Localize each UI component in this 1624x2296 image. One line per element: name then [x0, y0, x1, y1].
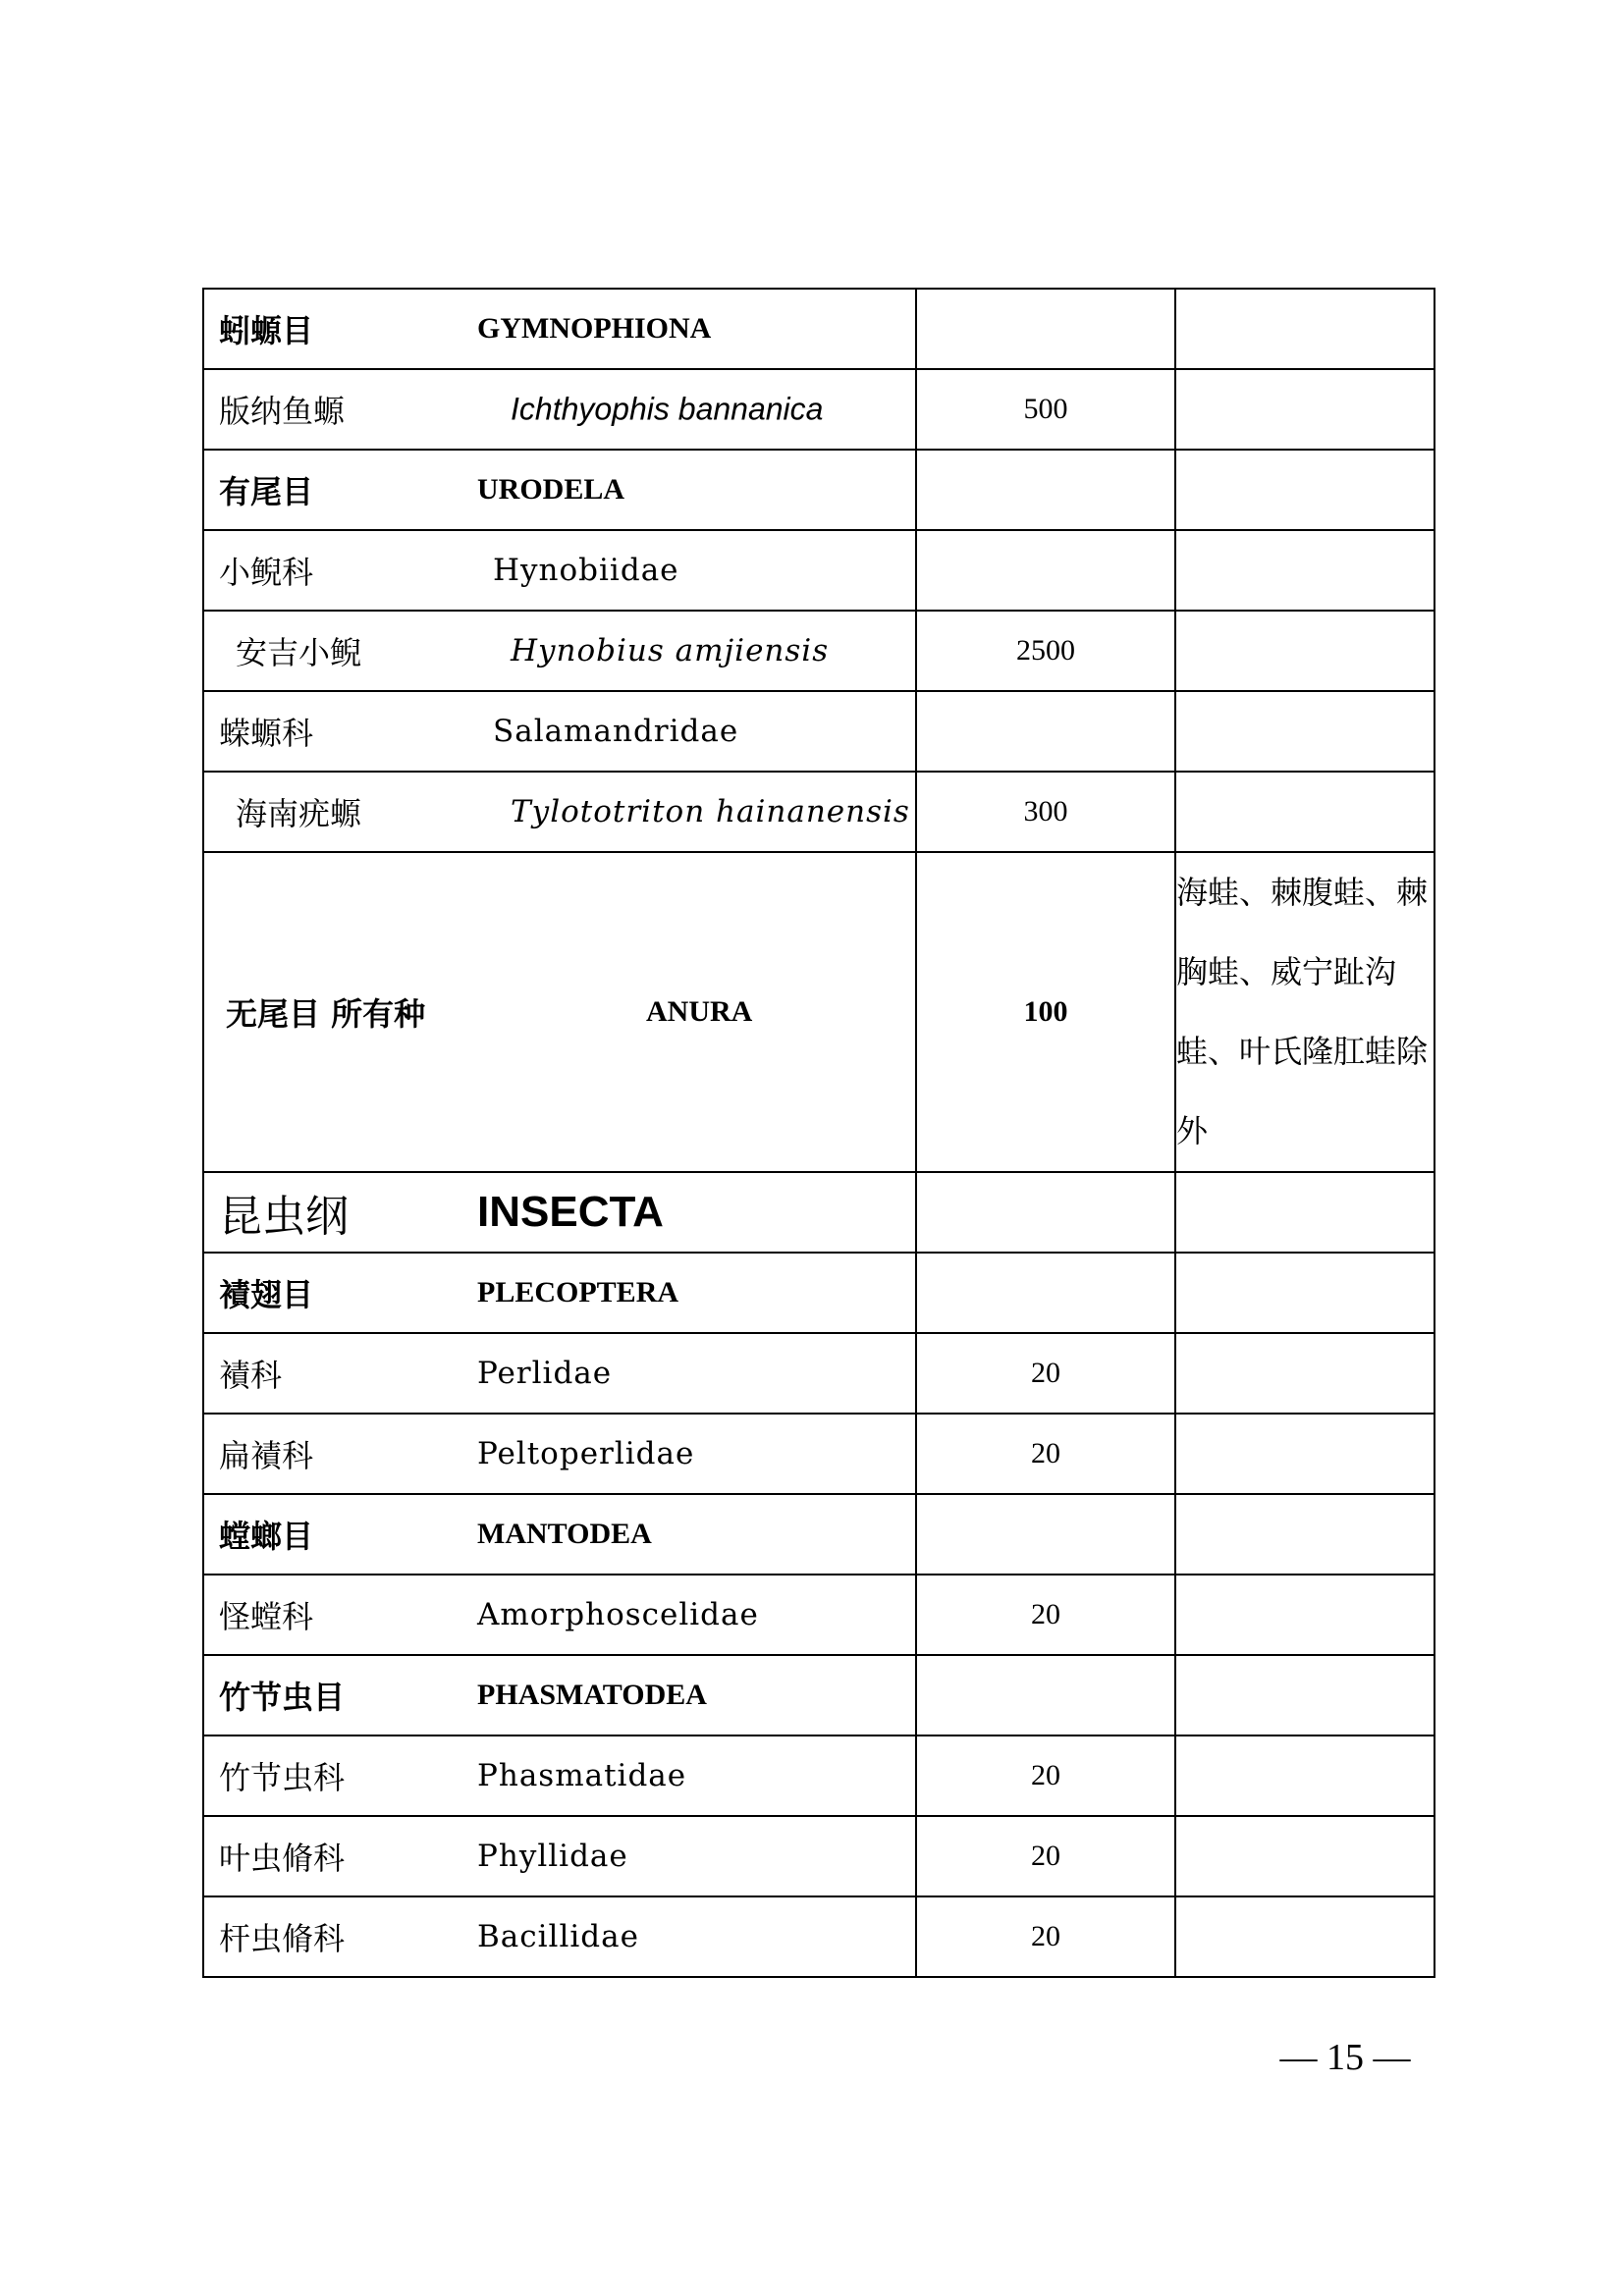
name-cell [203, 611, 916, 691]
value-cell: 20 [916, 1735, 1175, 1816]
scientific-name: GYMNOPHIONA [477, 312, 712, 345]
chinese-name: 杆虫脩科 [219, 1920, 346, 1957]
chinese-name: 襀翅目 [219, 1276, 314, 1313]
value-cell: 20 [916, 1896, 1175, 1977]
value-cell: 300 [916, 772, 1175, 852]
chinese-name: 安吉小鲵 [236, 634, 362, 671]
value-cell: 20 [916, 1333, 1175, 1414]
table-row [203, 691, 1435, 772]
scientific-name: PLECOPTERA [477, 1276, 679, 1308]
name-cell [203, 1575, 916, 1655]
name-cell [203, 1816, 916, 1896]
value-cell: 20 [916, 1816, 1175, 1896]
note-cell [1175, 289, 1435, 369]
name-cell [203, 289, 916, 369]
scientific-name: Tylototriton hainanensis [511, 794, 910, 829]
name-cell [203, 1253, 916, 1333]
note-cell [1175, 1816, 1435, 1896]
page-number: — 15 — [1279, 2037, 1411, 2078]
note-cell [1175, 611, 1435, 691]
name-cell [203, 369, 916, 450]
value-cell [916, 1172, 1175, 1253]
value-cell [916, 1253, 1175, 1333]
name-cell [203, 530, 916, 611]
value-cell [916, 1655, 1175, 1735]
table-row [203, 1253, 1435, 1333]
chinese-name: 竹节虫科 [219, 1759, 346, 1796]
scientific-name: ANURA [646, 995, 753, 1028]
table-row [203, 530, 1435, 611]
note-cell [1175, 530, 1435, 611]
chinese-name: 蚓螈目 [219, 312, 314, 349]
table-row [203, 1494, 1435, 1575]
scientific-name: Peltoperlidae [477, 1436, 695, 1471]
note-cell [1175, 450, 1435, 530]
table-row [203, 450, 1435, 530]
table-row [203, 1414, 1435, 1494]
chinese-name: 叶虫脩科 [219, 1840, 346, 1877]
scientific-name: Ichthyophis bannanica [511, 391, 824, 427]
chinese-name: 螳螂目 [219, 1518, 314, 1555]
scientific-name: MANTODEA [477, 1518, 652, 1550]
note-cell [1175, 1414, 1435, 1494]
name-cell [203, 772, 916, 852]
value-cell [916, 530, 1175, 611]
scientific-name: Hynobius amjiensis [511, 633, 830, 668]
note-cell: 海蛙、棘腹蛙、棘胸蛙、威宁趾沟蛙、叶氏隆肛蛙除外 [1175, 852, 1435, 1172]
table-row [203, 1655, 1435, 1735]
scientific-name: Phasmatidae [477, 1758, 687, 1793]
chinese-name: 昆虫纲 [219, 1192, 349, 1242]
scientific-name: Perlidae [477, 1356, 613, 1391]
value-cell [916, 289, 1175, 369]
table-row [203, 1575, 1435, 1655]
scientific-name: Hynobiidae [493, 553, 679, 588]
name-cell [203, 1172, 916, 1253]
scientific-name: INSECTA [477, 1188, 664, 1236]
note-cell [1175, 1655, 1435, 1735]
table-row [203, 369, 1435, 450]
scientific-name: Bacillidae [477, 1919, 639, 1954]
chinese-name: 有尾目 [219, 473, 314, 510]
note-cell [1175, 691, 1435, 772]
name-cell [203, 691, 916, 772]
chinese-name: 海南疣螈 [236, 795, 362, 832]
table-row [203, 1172, 1435, 1253]
name-cell [203, 852, 916, 1172]
name-cell [203, 1494, 916, 1575]
note-cell [1175, 1253, 1435, 1333]
table-row [203, 1735, 1435, 1816]
table-row [203, 852, 1435, 1172]
name-cell [203, 1655, 916, 1735]
scientific-name: Amorphoscelidae [477, 1597, 759, 1632]
value-cell: 20 [916, 1414, 1175, 1494]
scientific-name: Salamandridae [493, 714, 739, 749]
name-cell [203, 1896, 916, 1977]
chinese-name: 版纳鱼螈 [219, 393, 346, 430]
chinese-name: 怪螳科 [219, 1598, 314, 1635]
scientific-name: URODELA [477, 473, 625, 506]
note-cell [1175, 1575, 1435, 1655]
chinese-name: 蝾螈科 [219, 715, 314, 752]
note-cell [1175, 1333, 1435, 1414]
note-cell [1175, 1494, 1435, 1575]
scientific-name: PHASMATODEA [477, 1679, 707, 1711]
chinese-name: 小鲵科 [219, 554, 314, 591]
name-cell [203, 450, 916, 530]
table-row [203, 1333, 1435, 1414]
name-cell [203, 1333, 916, 1414]
note-cell [1175, 1735, 1435, 1816]
note-cell [1175, 369, 1435, 450]
table-row [203, 772, 1435, 852]
value-cell [916, 450, 1175, 530]
chinese-name: 竹节虫目 [219, 1679, 346, 1716]
table-row [203, 611, 1435, 691]
value-cell: 20 [916, 1575, 1175, 1655]
value-cell: 100 [916, 852, 1175, 1172]
name-cell [203, 1414, 916, 1494]
table-row [203, 1816, 1435, 1896]
table-row [203, 1896, 1435, 1977]
chinese-name: 扁襀科 [219, 1437, 314, 1474]
value-cell: 2500 [916, 611, 1175, 691]
species-table [202, 288, 1435, 1978]
name-cell [203, 1735, 916, 1816]
value-cell [916, 1494, 1175, 1575]
scientific-name: Phyllidae [477, 1839, 628, 1874]
chinese-name: 襀科 [219, 1357, 283, 1394]
chinese-name: 无尾目 所有种 [226, 995, 426, 1033]
note-cell [1175, 772, 1435, 852]
value-cell [916, 691, 1175, 772]
note-cell [1175, 1172, 1435, 1253]
table-row [203, 289, 1435, 369]
value-cell: 500 [916, 369, 1175, 450]
note-cell [1175, 1896, 1435, 1977]
